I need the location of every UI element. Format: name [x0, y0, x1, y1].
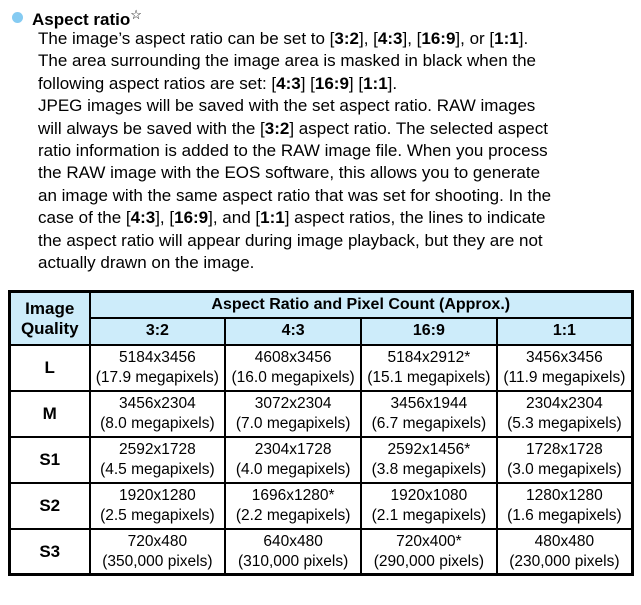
- pixel-count-cell: [497, 345, 633, 391]
- paragraph-line: ratio information is added to the RAW image file. When you process: [38, 141, 548, 161]
- row-label: L: [10, 345, 90, 391]
- cell-size: 3456x3456: [526, 348, 603, 366]
- cell-detail: (6.7 megapixels): [371, 414, 487, 432]
- section-heading-row: [0, 0, 641, 29]
- paragraph-line: The area surrounding the image area is masked in black when the: [38, 51, 537, 71]
- cell-detail: (7.0 megapixels): [235, 414, 351, 432]
- cell-size: 1920x1280: [119, 486, 196, 504]
- pixel-count-cell: [497, 437, 633, 483]
- table-row: [10, 529, 633, 575]
- column-header-4-3: 4:3: [225, 318, 361, 345]
- paragraph-line: the RAW image with the EOS software, this allows you to generate: [38, 163, 541, 183]
- table-body: [10, 345, 633, 575]
- pixel-count-cell: [225, 391, 361, 437]
- pixel-count-cell: [90, 391, 226, 437]
- cell-detail: (17.9 megapixels): [95, 368, 219, 386]
- column-header-16-9: 16:9: [361, 318, 497, 345]
- pixel-count-cell: [225, 483, 361, 529]
- bullet-icon: [12, 12, 23, 23]
- cell-size: 5184x2912*: [387, 348, 471, 366]
- column-header-3-2: 3:2: [90, 318, 226, 345]
- cell-detail: (1.6 megapixels): [507, 506, 622, 524]
- row-label: S3: [10, 529, 90, 575]
- table-header: [10, 292, 633, 345]
- pixel-count-cell: [497, 483, 633, 529]
- pixel-count-table: [8, 290, 634, 576]
- cell-size: 2304x2304: [526, 394, 603, 412]
- star-icon: ☆: [130, 7, 142, 22]
- cell-size: 1728x1728: [526, 440, 603, 458]
- pixel-count-cell: [90, 345, 226, 391]
- pixel-count-cell: [225, 437, 361, 483]
- pixel-count-cell: [361, 483, 497, 529]
- pixel-count-cell: [225, 345, 361, 391]
- cell-detail: (3.0 megapixels): [507, 460, 622, 478]
- pixel-count-cell: [361, 345, 497, 391]
- table-row: [10, 345, 633, 391]
- cell-size: 2304x1728: [254, 440, 332, 458]
- cell-size: 1696x1280*: [251, 486, 335, 504]
- cell-size: 3456x1944: [390, 394, 468, 412]
- pixel-count-cell: [90, 529, 226, 575]
- pixel-count-cell: [361, 529, 497, 575]
- column-header-1-1: 1:1: [497, 318, 633, 345]
- section-heading: Aspect ratio: [32, 10, 131, 29]
- pixel-count-cell: [361, 391, 497, 437]
- paragraph-line: JPEG images will be saved with the set aspect ratio. RAW images: [38, 96, 536, 116]
- cell-size: 5184x3456: [119, 348, 196, 366]
- cell-size: 1920x1080: [390, 486, 468, 504]
- cell-detail: (230,000 pixels): [509, 552, 620, 570]
- paragraph-line: The image’s aspect ratio can be set to [3:2], [4:3], [16:9], or [1:1].: [38, 29, 529, 48]
- pixel-count-cell: [497, 529, 633, 575]
- row-label: S2: [10, 483, 90, 529]
- cell-detail: (310,000 pixels): [237, 552, 349, 570]
- cell-detail: (350,000 pixels): [102, 552, 213, 570]
- group-header-cell: Aspect Ratio and Pixel Count (Approx.): [90, 292, 633, 318]
- cell-detail: (15.1 megapixels): [367, 368, 491, 386]
- table-row: [10, 437, 633, 483]
- cell-size: 3072x2304: [254, 394, 332, 412]
- section-paragraph: [38, 28, 641, 274]
- cell-detail: (4.0 megapixels): [235, 460, 351, 478]
- cell-size: 720x400*: [396, 532, 462, 550]
- pixel-count-cell: [225, 529, 361, 575]
- cell-detail: (2.2 megapixels): [235, 506, 351, 524]
- pixel-count-cell: [361, 437, 497, 483]
- cell-detail: (2.1 megapixels): [371, 506, 487, 524]
- table-row: [10, 483, 633, 529]
- paragraph-line: following aspect ratios are set: [4:3] [16:9] [1:1].: [38, 73, 398, 93]
- pixel-count-cell: [90, 437, 226, 483]
- row-label: M: [10, 391, 90, 437]
- cell-size: 3456x2304: [119, 394, 196, 412]
- cell-detail: (16.0 megapixels): [231, 368, 355, 386]
- cell-detail: (5.3 megapixels): [507, 414, 622, 432]
- paragraph-line: actually drawn on the image.: [38, 253, 255, 273]
- cell-size: 4608x3456: [254, 348, 332, 366]
- pixel-count-cell: [497, 391, 633, 437]
- cell-size: 480x480: [534, 532, 595, 550]
- cell-size: 720x480: [127, 532, 188, 550]
- paragraph-line: an image with the same aspect ratio that was set for shooting. In the: [38, 185, 552, 205]
- cell-detail: (8.0 megapixels): [100, 414, 215, 432]
- pixel-count-cell: [90, 483, 226, 529]
- corner-header-cell: Image Quality: [10, 292, 90, 345]
- row-label: S1: [10, 437, 90, 483]
- cell-size: 2592x1728: [119, 440, 196, 458]
- cell-detail: (4.5 megapixels): [100, 460, 215, 478]
- cell-detail: (3.8 megapixels): [371, 460, 487, 478]
- paragraph-line: case of the [4:3], [16:9], and [1:1] aspect ratios, the lines to indicate: [38, 208, 546, 228]
- cell-size: 2592x1456*: [387, 440, 471, 458]
- paragraph-line: will always be saved with the [3:2] aspect ratio. The selected aspect: [38, 118, 548, 138]
- cell-size: 1280x1280: [526, 486, 603, 504]
- cell-size: 640x480: [263, 532, 323, 550]
- table-row: [10, 391, 633, 437]
- cell-detail: (2.5 megapixels): [100, 506, 215, 524]
- paragraph-line: the aspect ratio will appear during image playback, but they are not: [38, 230, 543, 250]
- cell-detail: (290,000 pixels): [373, 552, 485, 570]
- cell-detail: (11.9 megapixels): [503, 368, 626, 386]
